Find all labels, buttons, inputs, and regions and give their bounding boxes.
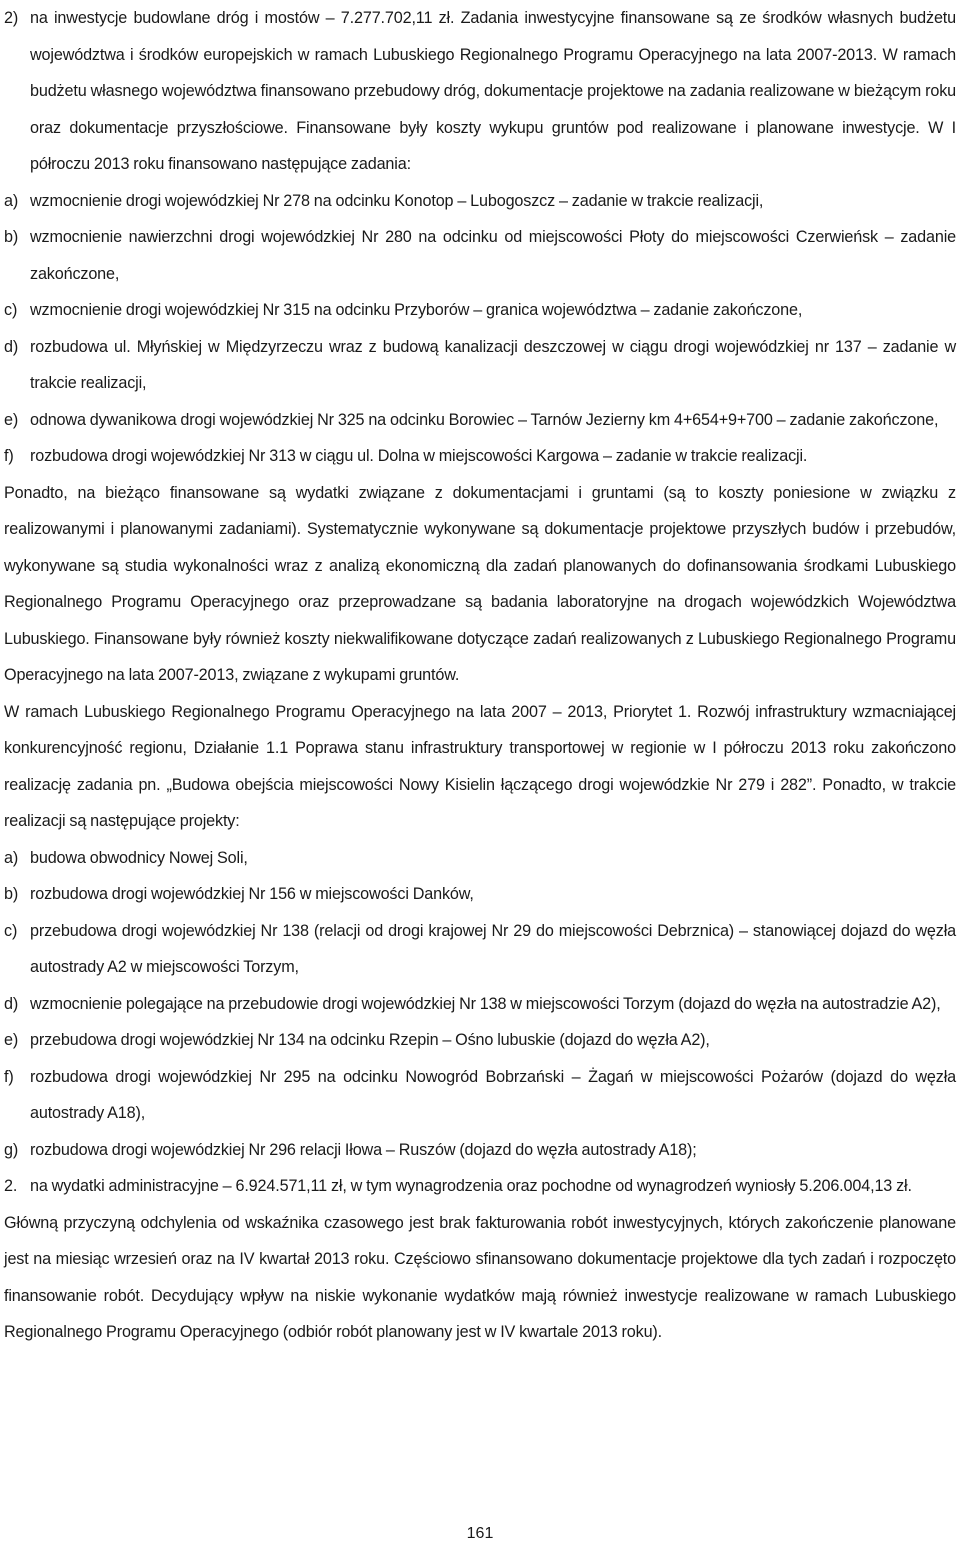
list-item-text: rozbudowa drogi wojewódzkiej Nr 313 w ciągu ul. Dolna w miejscowości Kargowa – zadanie w trakcie realizacji. [30,447,808,465]
list-item [4,292,956,329]
list-marker: g) [4,1140,19,1159]
list-item [4,438,956,475]
projects-list [4,840,956,1169]
list-marker: f) [4,447,14,465]
list-item-text: wzmocnienie drogi wojewódzkiej Nr 278 na odcinku Konotop – Lubogoszcz – zadanie w trakcie realizacji, [30,191,764,210]
list-marker: a) [4,848,19,867]
list-item-text: wzmocnienie drogi wojewódzkiej Nr 315 na odcinku Przyborów – granica województwa – zadanie zakończone, [30,301,803,319]
list-marker: a) [4,191,19,210]
list-marker: d) [4,994,19,1013]
list-marker: c) [4,921,18,940]
list-marker: f) [4,1067,14,1086]
section-admin-item [4,1168,956,1205]
list-item [4,1059,956,1132]
list-item [4,876,956,913]
section-admin-text: na wydatki administracyjne – 6.924.571,11 zł, w tym wynagrodzenia oraz pochodne od wynagrodzeń wyniosły 5.206.004,13 zł. [30,1177,912,1195]
list-item-text: wzmocnienie polegające na przebudowie drogi wojewódzkiej Nr 138 w miejscowości Torzym (dojazd do węzła na autostradzie A2), [30,994,941,1013]
page-number: 161 [466,1525,494,1542]
list-item [4,402,956,439]
paragraph-lrpo-projects: W ramach Lubuskiego Regionalnego Programu Operacyjnego na lata 2007 – 2013, Priorytet 1. Rozwój infrastruktury wzmacniającej konkurencyjność regionu, Działanie 1.1 Poprawa stanu infrastruktury transportowej w regionie w I półroczu 2013 roku zakończono realizację zadania pn. „Budowa obejścia miejscowości Nowy Kisielin łączącego drogi wojewódzkie Nr 279 i 282”. Ponadto, w trakcie realizacji są następujące projekty: [4,702,956,830]
list-item-text: odnowa dywanikowa drogi wojewódzkiej Nr 325 na odcinku Borowiec – Tarnów Jezierny km 4+654+9+700 – zadanie zakończone, [30,410,939,429]
list-marker: e) [4,1031,19,1049]
list-marker: 2. [4,1177,18,1195]
list-item [4,1132,956,1169]
section-2-text: na inwestycje budowlane dróg i mostów – 7.277.702,11 zł. Zadania inwestycyjne finansowane są ze środków własnych budżetu województwa i środków europejskich w ramach Lubuskiego Regionalnego Programu Operacyjnego na lata 2007-2013. W ramach budżetu własnego województwa finansowano przebudowy dróg, dokumentacje projektowe na zadania realizowane w bieżącym roku oraz dokumentacje przyszłościowe. Finansowane były koszty wykupu gruntów pod realizowane i planowane inwestycje. W I półroczu 2013 roku finansowano następujące zadania: [30,9,956,173]
list-marker: e) [4,410,19,429]
list-item [4,183,956,220]
list-item-text: budowa obwodnicy Nowej Soli, [30,848,248,867]
list-item [4,329,956,402]
list-item [4,986,956,1023]
list-item-text: wzmocnienie nawierzchni drogi wojewódzkiej Nr 280 na odcinku od miejscowości Płoty do miejscowości Czerwieńsk – zadanie zakończone, [30,228,956,283]
list-marker: b) [4,228,19,246]
tasks-list [4,183,956,475]
list-item-text: rozbudowa drogi wojewódzkiej Nr 156 w miejscowości Danków, [30,885,474,903]
list-item [4,219,956,292]
list-item-text: przebudowa drogi wojewódzkiej Nr 138 (relacji od drogi krajowej Nr 29 do miejscowości Debrznica) – stanowiącej dojazd do węzła autostrady A2 w miejscowości Torzym, [30,921,956,976]
list-marker: 2) [4,9,19,27]
list-item-text: rozbudowa drogi wojewódzkiej Nr 295 na odcinku Nowogród Bobrzański – Żagań w miejscowości Pożarów (dojazd do węzła autostrady A18), [30,1067,956,1122]
list-item [4,840,956,877]
list-marker: d) [4,337,19,356]
list-item-text: rozbudowa ul. Młyńskiej w Międzyrzeczu wraz z budową kanalizacji deszczowej w ciągu drogi wojewódzkiej nr 137 – zadanie w trakcie realizacji, [30,337,956,392]
section-2-item [4,0,956,183]
list-item-text: rozbudowa drogi wojewódzkiej Nr 296 relacji Iłowa – Ruszów (dojazd do węzła autostrady A18); [30,1140,697,1159]
document-body [4,0,956,1351]
list-marker: c) [4,301,18,319]
list-item [4,913,956,986]
list-marker: b) [4,885,19,903]
paragraph-additional-expenses: Ponadto, na bieżąco finansowane są wydatki związane z dokumentacjami i gruntami (są to koszty poniesione w związku z realizowanymi i planowanymi zadaniami). Systematycznie wykonywane są dokumentacje projektowe przyszłych budów i przebudów, wykonywane są studia wykonalności wraz z analizą ekonomiczną dla zadań planowanych do dofinansowania środkami Lubuskiego Regionalnego Programu Operacyjnego oraz przeprowadzane są badania laboratoryjne na drogach wojewódzkich Województwa Lubuskiego. Finansowane były również koszty niekwalifikowane dotyczące zadań realizowanych z Lubuskiego Regionalnego Programu Operacyjnego na lata 2007-2013, związane z wykupami gruntów. [4,483,956,684]
list-item [4,1022,956,1059]
paragraph-deviation-reason: Główną przyczyną odchylenia od wskaźnika czasowego jest brak fakturowania robót inwestycyjnych, których zakończenie planowane jest na miesiąc wrzesień oraz na IV kwartał 2013 roku. Częściowo sfinansowano dokumentacje projektowe dla tych zadań i rozpoczęto finansowanie robót. Decydujący wpływ na niskie wykonanie wydatków mają również inwestycje realizowane w ramach Lubuskiego Regionalnego Programu Operacyjnego (odbiór robót planowany jest w IV kwartale 2013 roku). [4,1213,956,1341]
list-item-text: przebudowa drogi wojewódzkiej Nr 134 na odcinku Rzepin – Ośno lubuskie (dojazd do węzła A2), [30,1031,710,1049]
